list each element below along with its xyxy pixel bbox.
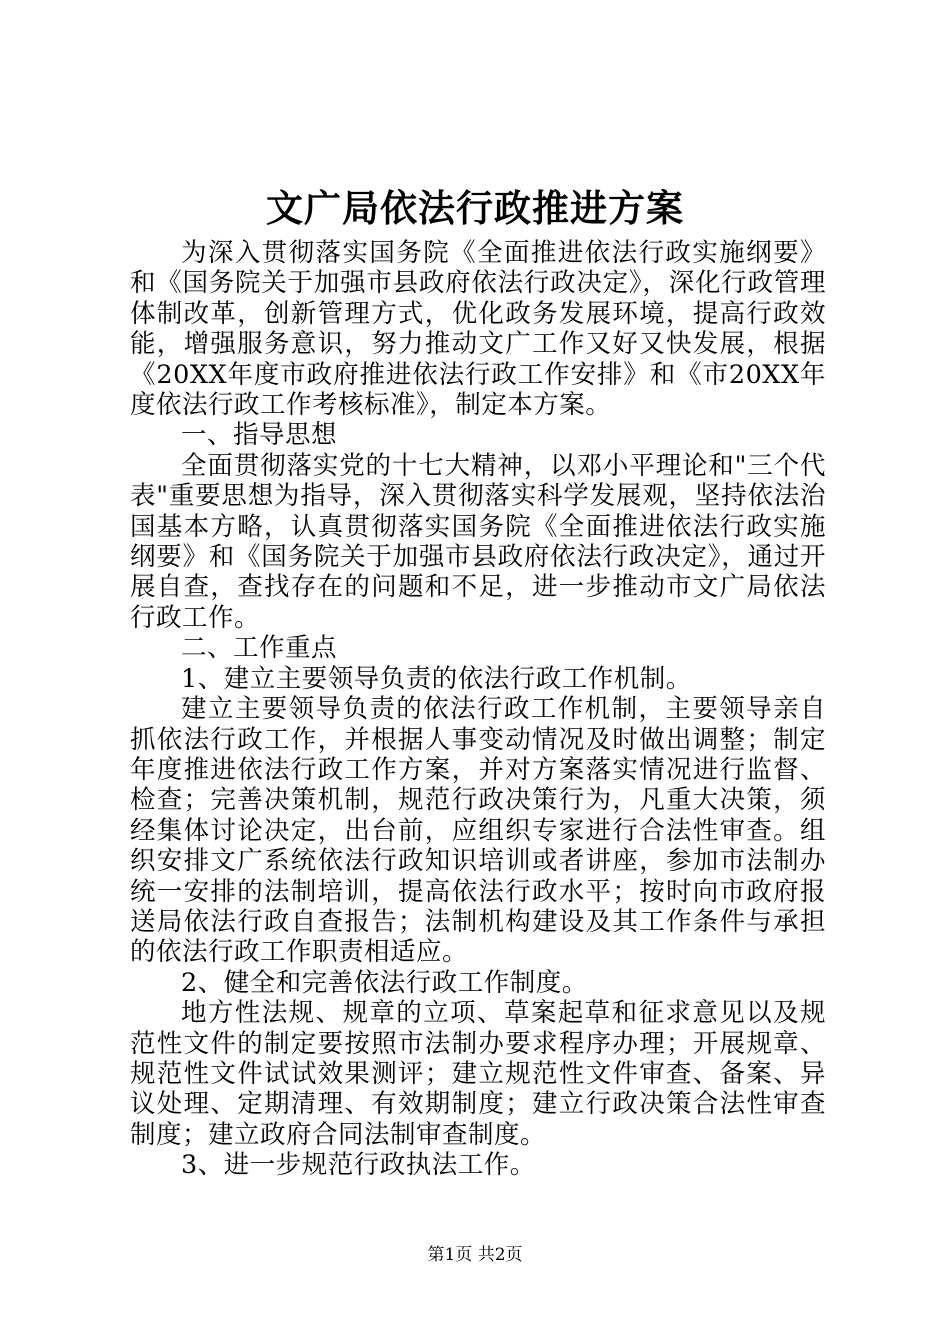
section-heading-work-focus: 二、工作重点	[181, 633, 338, 664]
section-heading-guiding-ideology: 一、指导思想	[181, 420, 338, 451]
guiding-ideology-paragraph: 全面贯彻落实党的十七大精神，以邓小平理论和"三个代表"重要思想为指导，深入贯彻落实科学发展观，坚持依法治国基本方略，认真贯彻落实国务院《全面推进依法行政实施纲要》和《国务院关于加强市县政府依法行政决定》，通过开展自查，查找存在的问题和不足，进一步推动市文广局依法行政工作。	[130, 450, 826, 633]
subsection-2-paragraph: 地方性法规、规章的立项、草案起草和征求意见以及规范性文件的制定要按照市法制办要求程序办理；开展规章、规范性文件试试效果测评；建立规范性文件审查、备案、异议处理、定期清理、有效期制度；建立行政决策合法性审查制度；建立政府合同法制审查制度。	[130, 998, 826, 1150]
subsection-1-paragraph: 建立主要领导负责的依法行政工作机制，主要领导亲自抓依法行政工作，并根据人事变动情况及时做出调整；制定年度推进依法行政工作方案，并对方案落实情况进行监督、检查；完善决策机制，规范行政决策行为，凡重大决策，须经集体讨论决定，出台前，应组织专家进行合法性审查。组织安排文广系统依法行政知识培训或者讲座，参加市法制办统一安排的法制培训，提高依法行政水平；按时向市政府报送局依法行政自查报告；法制机构建设及其工作条件与承担的依法行政工作职责相适应。	[130, 694, 826, 968]
page-number-footer: 第1页 共2页	[427, 1245, 523, 1265]
subsection-heading-2: 2、健全和完善依法行政工作制度。	[181, 967, 588, 998]
document-title: 文广局依法行政推进方案	[266, 186, 684, 230]
document-body	[130, 238, 826, 1181]
subsection-heading-1: 1、建立主要领导负责的依法行政工作机制。	[181, 663, 692, 694]
intro-paragraph: 为深入贯彻落实国务院《全面推进依法行政实施纲要》和《国务院关于加强市县政府依法行政决定》，深化行政管理体制改革，创新管理方式，优化政务发展环境，提高行政效能，增强服务意识，努力推动文广工作又好又快发展，根据《20XX年度市政府推进依法行政工作安排》和《市20XX年度依法行政工作考核标准》，制定本方案。	[130, 238, 826, 421]
subsection-heading-3: 3、进一步规范行政执法工作。	[181, 1150, 536, 1181]
